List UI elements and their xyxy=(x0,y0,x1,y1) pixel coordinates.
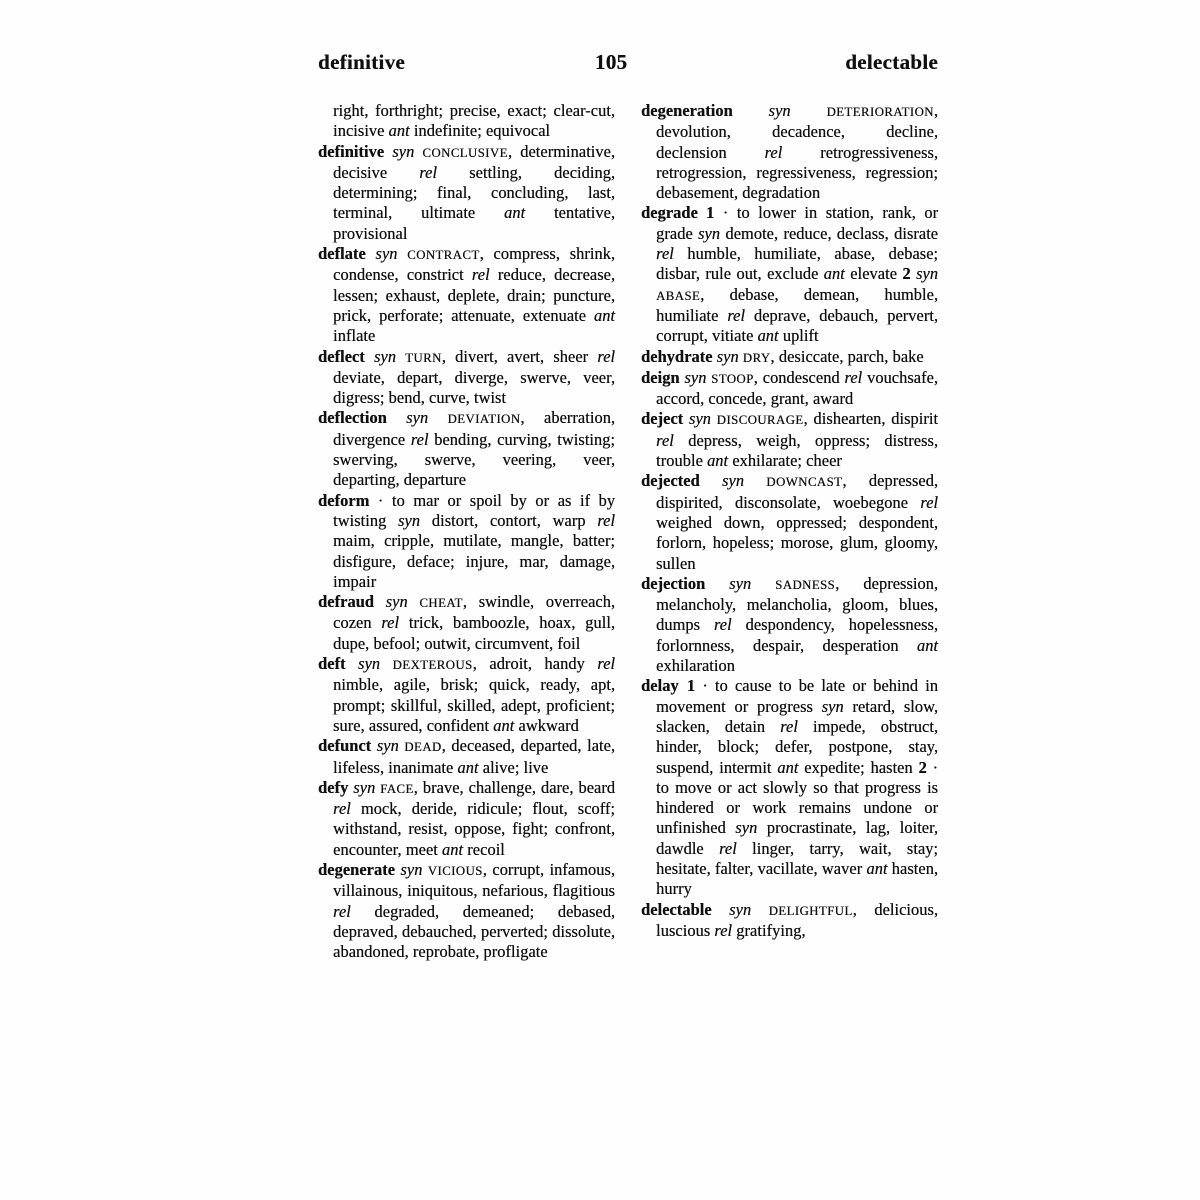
entry-definitive: definitive syn CONCLUSIVE, determinative, decisive rel settling, deciding, determining; final, concluding, last, terminal, ultimate ant tentative, provisional xyxy=(318,141,616,243)
entry-dehydrate: dehydrate syn DRY, desiccate, parch, bake xyxy=(641,346,924,366)
entry-delectable: delectable syn DELIGHTFUL, delicious, luscious rel gratifying, xyxy=(641,899,938,940)
page-number: 105 xyxy=(594,50,628,74)
entry-degenerate: degenerate syn VICIOUS, corrupt, infamous, villainous, iniquitous, nefarious, flagitious rel degraded, demeaned; debased, depraved, debauched, perverted; dissolute, abandoned, reprobate, profligate xyxy=(318,859,615,962)
entry-degrade: degrade 1 · to lower in station, rank, or grade syn demote, reduce, declass, disrate rel humble, humiliate, abase, debase; disbar, rule out, exclude ant elevate 2 syn ABASE, debase, demean, humble, humiliate rel deprave, debauch, pervert, corrupt, vitiate ant uplift xyxy=(641,203,939,346)
entry-defunct: defunct syn DEAD, deceased, departed, late, lifeless, inanimate ant alive; live xyxy=(318,736,615,777)
guide-word-right: delectable xyxy=(845,50,938,74)
entry-defy: defy syn FACE, brave, challenge, dare, beard rel mock, deride, ridicule; flout, scoff; withstand, resist, oppose, fight; confront, encounter, meet ant recoil xyxy=(318,777,615,859)
entry-deject: deject syn DISCOURAGE, dishearten, dispirit rel depress, weigh, oppress; distress, trouble ant exhilarate; cheer xyxy=(641,409,938,471)
entry-deform: deform · to mar or spoil by or as if by twisting syn distort, contort, warp rel maim, cripple, mutilate, mangle, batter; disfigure, deface; injure, mar, damage, impair xyxy=(318,490,615,591)
entry-defraud: defraud syn CHEAT, swindle, overreach, cozen rel trick, bamboozle, hoax, gull, dupe, befool; outwit, circumvent, foil xyxy=(318,592,615,653)
entry-deflection: deflection syn DEVIATION, aberration, divergence rel bending, curving, twisting; swerving, swerve, veering, veer, departing, departure xyxy=(318,408,616,490)
entry-delay: delay 1 · to cause to be late or behind in movement or progress syn retard, slow, slacken, detain rel impede, obstruct, hinder, block; defer, postpone, stay, suspend, intermit ant expedite; hasten 2 · to move or act slowly so that progress is hindered or work remains undone or unfinished syn procrastinate, lag, loiter, dawdle rel linger, tarry, wait, stay; hesitate, falter, vacillate, waver ant hasten, hurry xyxy=(641,676,939,899)
entry-degeneration: degeneration syn DETERIORATION, devolution, decadence, decline, declension rel retrogressiveness, retrogression, regressiveness, regression; debasement, degradation xyxy=(641,101,938,203)
guide-word-left: definitive xyxy=(318,50,405,74)
entry-deflate: deflate syn CONTRACT, compress, shrink, condense, constrict rel reduce, decrease, lessen; exhaust, deplete, drain; puncture, prick, perforate; attenuate, extenuate ant inflate xyxy=(318,244,615,346)
entry-deflect: deflect syn TURN, divert, avert, sheer rel deviate, depart, diverge, swerve, veer, digress; bend, curve, twist xyxy=(318,346,615,408)
entry-deft: deft syn DEXTEROUS, adroit, handy rel nimble, agile, brisk; quick, ready, apt, prompt; skillful, skilled, adept, proficient; sure, assured, confident ant awkward xyxy=(318,654,616,735)
entry-continuation: right, forthright; precise, exact; clear-cut, incisive ant indefinite; equivocal xyxy=(333,101,615,141)
entry-dejected: dejected syn DOWNCAST, depressed, dispirited, disconsolate, woebegone rel weighed down, oppressed; despondent, forlorn, hopeless; morose, glum, gloomy, sullen xyxy=(641,471,938,573)
entry-dejection: dejection syn SADNESS, depression, melancholy, melancholia, gloom, blues, dumps rel despondency, hopelessness, forlornness, despair, desperation ant exhilaration xyxy=(641,573,938,676)
running-head xyxy=(318,50,938,75)
text-block xyxy=(318,50,938,962)
two-column-body xyxy=(318,101,938,962)
column-left xyxy=(318,101,615,962)
column-right xyxy=(641,101,938,962)
entry-deign: deign syn STOOP, condescend rel vouchsafe, accord, concede, grant, award xyxy=(641,367,938,409)
